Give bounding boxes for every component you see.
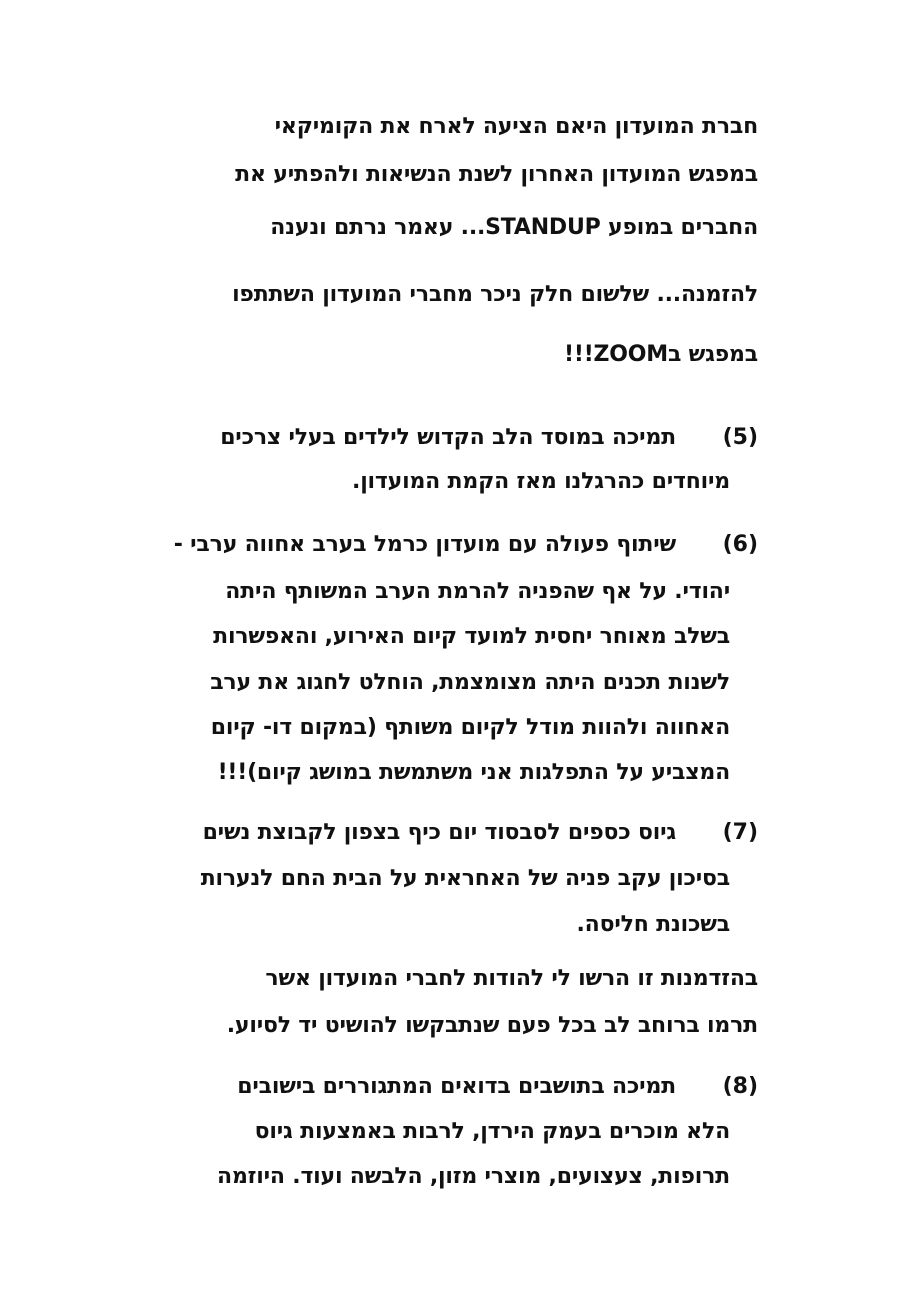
intro-line-3: החברים במופע STANDUP... עאמר נרתם ונענה — [270, 215, 758, 240]
thanks-line-2: תרמו ברוחב לב בכל פעם שנתבקשו להושיט יד לסיוע. — [226, 1013, 758, 1038]
item-8-line-2: הלא מוכרים בעמק הירדן, לרבות באמצעות גיוס — [254, 1119, 730, 1144]
item-6-line-2: יהודי. על אף שהפניה להרמת הערב המשותף היתה — [225, 579, 730, 604]
item-6-number: (6) — [722, 532, 758, 557]
item-6-line-4: לשנות תכנים היתה מצומצמת, הוחלט לחגוג את ערב — [210, 670, 730, 695]
intro-line-1: חברת המועדון היאם הציעה לארח את הקומיקאי — [274, 114, 758, 139]
item-7-line-3: בשכונת חליסה. — [576, 912, 730, 937]
item-6-line-5: האחווה ולהוות מודל לקיום משותף (במקום דו- קיום — [210, 715, 730, 740]
item-5-line-1: תמיכה במוסד הלב הקדוש לילדים בעלי צרכים — [220, 425, 676, 450]
thanks-line-1: בהזדמנות זו הרשו לי להודות לחברי המועדון אשר — [265, 966, 758, 991]
item-5-number: (5) — [722, 425, 758, 450]
item-5-line-2: מיוחדים כהרגלנו מאז הקמת המועדון. — [352, 469, 730, 494]
intro-line-5: במפגש בZOOM!!! — [564, 342, 758, 367]
item-8-line-3: תרופות, צעצועים, מוצרי מזון, הלבשה ועוד. היוזמה — [217, 1164, 730, 1189]
item-8-number: (8) — [722, 1074, 758, 1099]
intro-line-2: במפגש המועדון האחרון לשנת הנשיאות ולהפתיע את — [235, 162, 758, 187]
intro-line-4: להזמנה... שלשום חלק ניכר מחברי המועדון השתתפו — [232, 282, 758, 307]
item-6-line-3: בשלב מאוחר יחסית למועד קיום האירוע, והאפשרות — [213, 624, 730, 649]
item-6-line-1: שיתוף פעולה עם מועדון כרמל בערב אחווה ערבי - — [173, 532, 676, 557]
item-6-line-6: המצביע על התפלגות אני משתמשת במושג קיום)!!! — [217, 760, 730, 785]
item-7-number: (7) — [722, 820, 758, 845]
item-8-line-1: תמיכה בתושבים בדואים המתגוררים בישובים — [237, 1074, 676, 1099]
item-7-line-2: בסיכון עקב פניה של האחראית על הבית החם לנערות — [200, 866, 730, 891]
item-7-line-1: גיוס כספים לסבסוד יום כיף בצפון לקבוצת נשים — [202, 820, 676, 845]
